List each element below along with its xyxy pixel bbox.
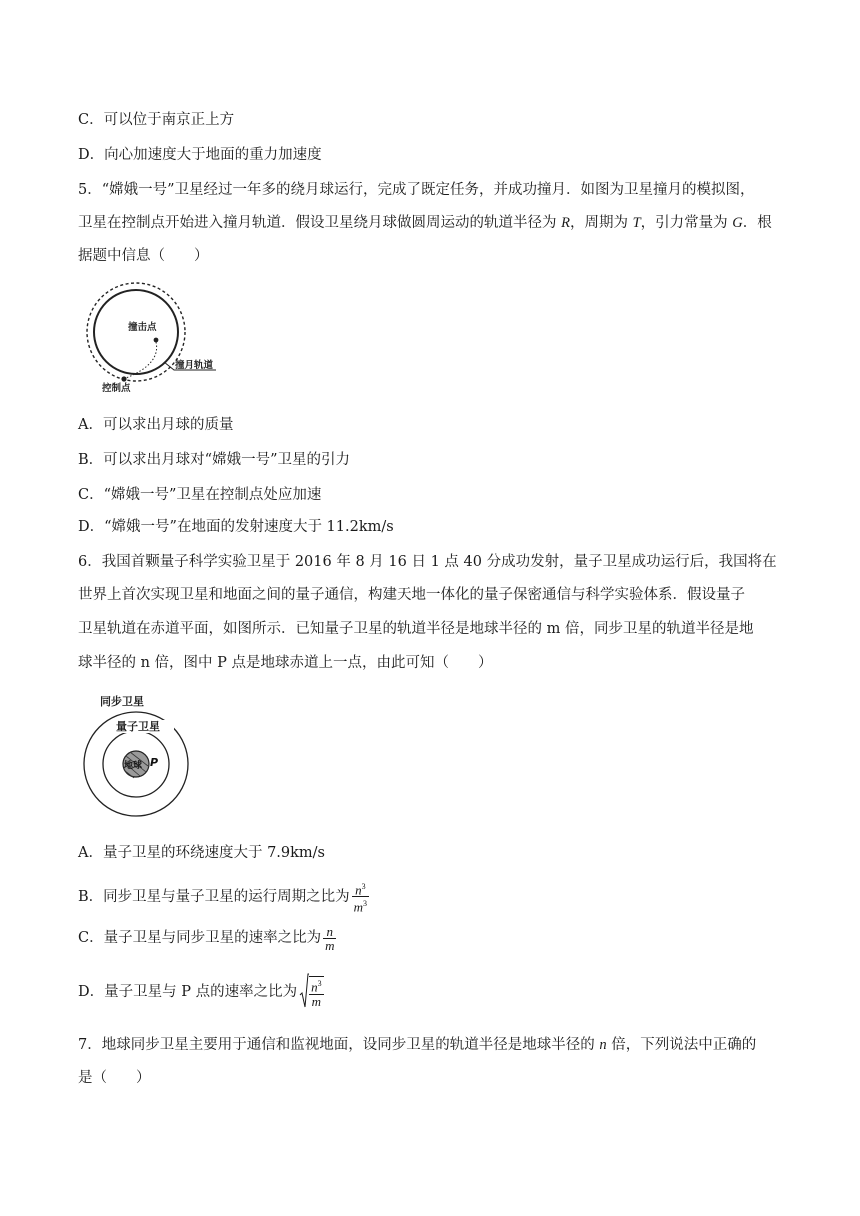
q6-text-line-2: 世界上首次实现卫星和地面之间的量子通信，构建天地一体化的量子保密通信与科学实验体系．假设量子: [78, 587, 745, 603]
q6-text-line-3: 卫星轨道在赤道平面，如图所示．已知量子卫星的轨道半径是地球半径的 m 倍，同步卫星的轨道半径是地: [78, 621, 754, 637]
quantum-satellite-label: 量子卫星: [116, 720, 160, 733]
q5-text-line-2: 卫星在控制点开始进入撞月轨道．假设卫星绕月球做圆周运动的轨道半径为 R，周期为 T，引力常量为 G．根: [78, 215, 772, 231]
ratio-fraction-c: $\frac{n}{m}$: [325, 923, 335, 953]
q6-option-c: C．量子卫星与同步卫星的速率之比为 $\frac{n}{m}$: [78, 923, 335, 953]
q6-text-line-1: 6．我国首颗量子科学实验卫星于 2016 年 8 月 16 日 1 点 40 分成功发射，量子卫星成功运行后，我国将在: [78, 554, 777, 570]
sqrt-ratio-d: $\frac{n^3}{m}$: [299, 973, 324, 1011]
impact-point-label: 撞击点: [128, 322, 157, 333]
q6-option-d: D．量子卫星与 P 点的速率之比为 $\frac{n^3}{m}$: [78, 973, 324, 1011]
impact-orbit-label: 撞月轨道: [175, 360, 214, 371]
option-c-prev: C．可以位于南京正上方: [78, 112, 235, 128]
q5-text-line-3: 据题中信息（ ）: [78, 248, 209, 264]
q5-text-line-1: 5．“嫦娥一号”卫星经过一年多的绕月球运行，完成了既定任务，并成功撞月．如图为卫星撞月的模拟图，: [78, 182, 755, 198]
q6-text-line-4: 球半径的 n 倍，图中 P 点是地球赤道上一点，由此可知（ ）: [78, 655, 493, 671]
q7-text-line-2: 是（ ）: [78, 1070, 151, 1086]
earth-label: 地球: [124, 761, 143, 771]
sqrt-sign-icon: [299, 973, 309, 1011]
q5-option-a: A．可以求出月球的质量: [78, 417, 234, 433]
q5-option-d: D．“嫦娥一号”在地面的发射速度大于 11.2km/s: [78, 519, 394, 535]
impact-point-dot: [154, 338, 159, 343]
option-d-prev: D．向心加速度大于地面的重力加速度: [78, 147, 322, 163]
sync-satellite-label: 同步卫星: [100, 695, 144, 708]
point-p-label: P: [150, 756, 159, 769]
q5-option-b: B．可以求出月球对“嫦娥一号”卫星的引力: [78, 452, 350, 468]
control-point-label: 控制点: [102, 383, 131, 392]
q6-option-b: B．同步卫星与量子卫星的运行周期之比为 $\frac{n^3}{m^3}$: [78, 882, 368, 915]
ratio-fraction-b: $\frac{n^3}{m^3}$: [353, 882, 368, 915]
impact-trajectory: [126, 342, 157, 378]
q6-option-a: A．量子卫星的环绕速度大于 7.9km/s: [78, 845, 326, 861]
control-point-dot: [121, 376, 126, 381]
satellite-orbits-diagram: [80, 690, 195, 820]
q7-text-line-1: 7．地球同步卫星主要用于通信和监视地面，设同步卫星的轨道半径是地球半径的 n 倍，下列说法中正确的: [78, 1037, 757, 1053]
moon-impact-diagram: [76, 282, 226, 392]
q5-option-c: C．“嫦娥一号”卫星在控制点处应加速: [78, 487, 322, 503]
